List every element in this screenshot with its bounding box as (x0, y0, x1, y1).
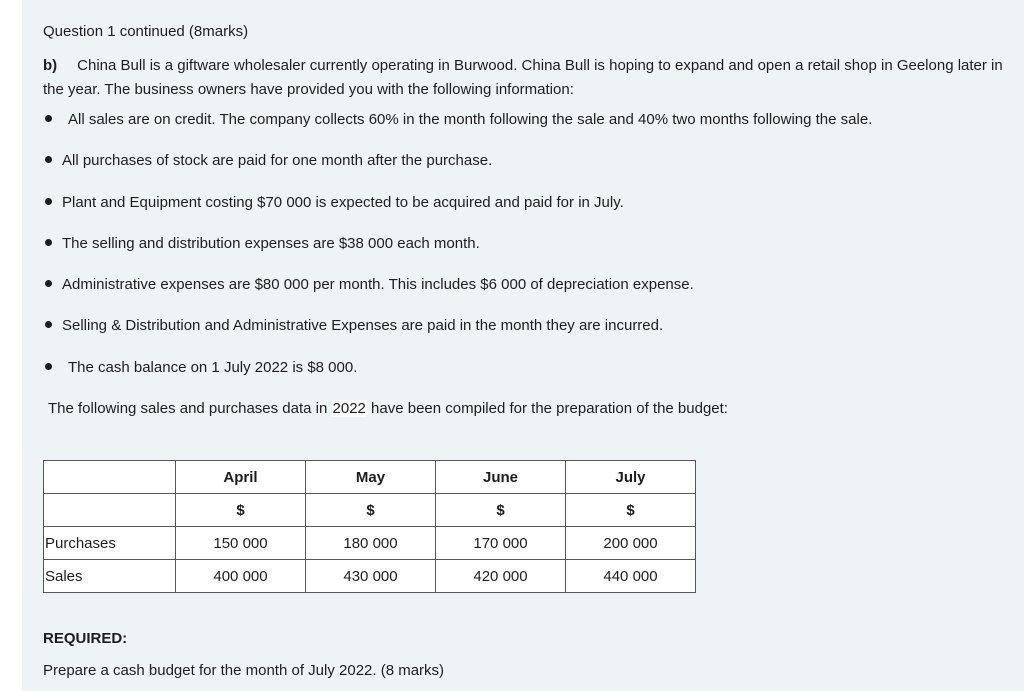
bullet-dot (45, 280, 52, 287)
unit-cell: $ (566, 494, 696, 527)
bullet-text: Selling & Distribution and Administrative Expenses are paid in the month they are incurred. (62, 317, 664, 334)
unit-cell: $ (306, 494, 436, 527)
month-header: April (176, 461, 306, 494)
unit-cell: $ (176, 494, 306, 527)
bullet-item (43, 316, 663, 336)
table-row (44, 527, 696, 560)
bullet-text: All purchases of stock are paid for one month after the purchase. (62, 152, 493, 169)
bullet-text: Administrative expenses are $80 000 per month. This includes $6 000 of depreciation expense. (62, 276, 694, 293)
bullet-item (43, 110, 872, 130)
caption-year: 2022 (332, 400, 366, 417)
table-empty-cell (44, 494, 176, 527)
bullet-item (43, 358, 357, 378)
table-corner-cell (44, 461, 176, 494)
bullet-dot (45, 156, 52, 163)
value-cell: 150 000 (176, 527, 306, 560)
month-header: July (566, 461, 696, 494)
caption-text: The following sales and purchases data in (48, 400, 332, 417)
value-cell: 170 000 (436, 527, 566, 560)
value-cell: 400 000 (176, 560, 306, 593)
bullet-dot (45, 239, 52, 246)
bullet-text: Plant and Equipment costing $70 000 is expected to be acquired and paid for in July. (62, 194, 624, 211)
bullet-text: All sales are on credit. The company collects 60% in the month following the sale and 40% two months following the sale. (68, 111, 873, 128)
bullet-dot (45, 115, 52, 122)
bullet-item (43, 193, 624, 213)
intro-text: China Bull is a giftware wholesaler currently operating in Burwood. China Bull is hoping to expand and open a retail shop in Geelong later in the year. The business owners have provided you with the following information: (43, 57, 1003, 98)
bullet-dot (45, 198, 52, 205)
bullet-item (43, 151, 492, 171)
table-unit-row (44, 494, 696, 527)
value-cell: 180 000 (306, 527, 436, 560)
row-label: Sales (44, 560, 176, 593)
value-cell: 430 000 (306, 560, 436, 593)
value-cell: 420 000 (436, 560, 566, 593)
table-caption (48, 399, 728, 419)
month-header: June (436, 461, 566, 494)
question-heading: Question 1 continued (8marks) (43, 23, 249, 40)
bullet-dot (45, 321, 52, 328)
caption-text: have been compiled for the preparation of the budget: (366, 400, 728, 417)
unit-cell: $ (436, 494, 566, 527)
row-label: Purchases (44, 527, 176, 560)
value-cell: 440 000 (566, 560, 696, 593)
required-label: REQUIRED: (43, 630, 128, 647)
part-label: b) (43, 57, 58, 74)
bullet-text: The selling and distribution expenses are $38 000 each month. (62, 235, 480, 252)
bullet-text: The cash balance on 1 July 2022 is $8 000. (68, 359, 358, 376)
table-row (44, 560, 696, 593)
table-header-row (44, 461, 696, 494)
value-cell: 200 000 (566, 527, 696, 560)
sales-purchases-table (43, 460, 696, 593)
month-header: May (306, 461, 436, 494)
bullet-item (43, 234, 480, 254)
question-intro (43, 54, 1003, 102)
required-task: Prepare a cash budget for the month of July 2022. (8 marks) (43, 662, 445, 679)
bullet-item (43, 275, 694, 295)
bullet-dot (45, 363, 52, 370)
